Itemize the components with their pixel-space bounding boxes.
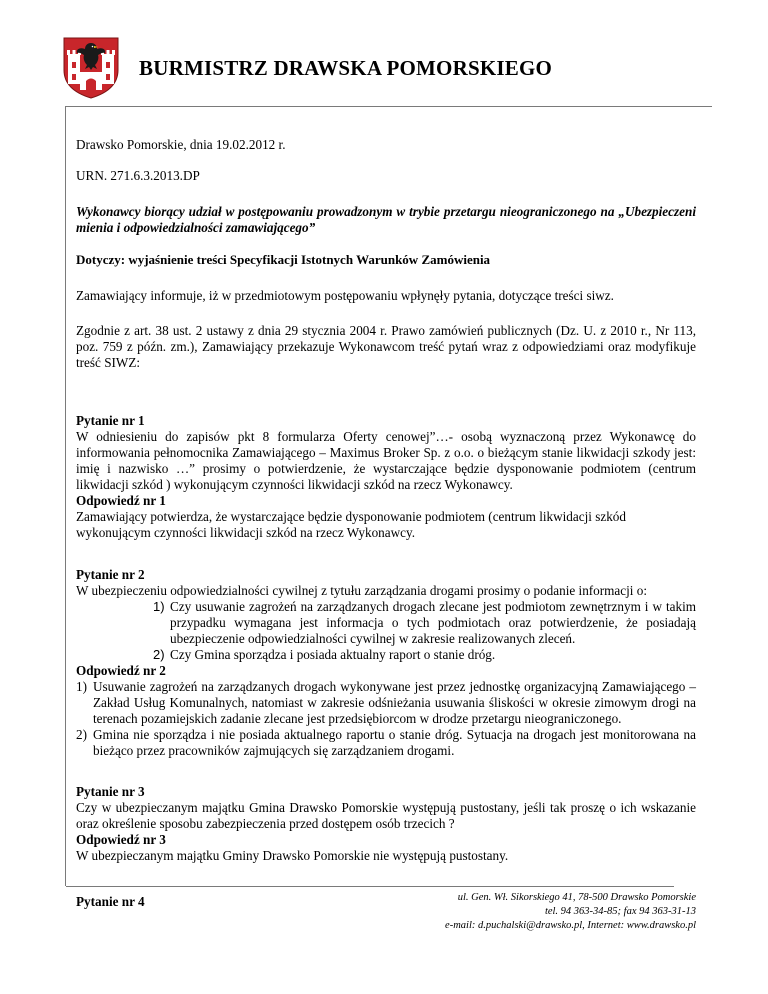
list-item-number: 2) [153, 647, 165, 662]
question-label: Pytanie nr 2 [76, 567, 145, 582]
list-item [153, 599, 696, 647]
coat-of-arms-icon [58, 34, 124, 100]
footer-street: ul. Gen. Wł. Sikorskiego 41, 78-500 Drawsko Pomorskie [457, 892, 696, 903]
question-sublist [76, 599, 696, 663]
list-item-number: 2) [76, 727, 87, 742]
question-text: Czy w ubezpieczanym majątku Gmina Drawsko Pomorskie występują pustostany, jeśli tak proszę o ich wskazanie oraz określenie sposobu zabezpieczenia przed dostępem osób trzecich ? [76, 800, 696, 831]
list-item [153, 647, 696, 663]
intro-paragraph-1: Zamawiający informuje, iż w przedmiotowym postępowaniu wpłynęły pytania, dotyczące treści siwz. [76, 288, 614, 303]
list-item-number: 1) [153, 599, 165, 614]
question-label: Pytanie nr 3 [76, 784, 145, 799]
header-divider [66, 106, 712, 107]
list-item-text: Usuwanie zagrożeń na zarządzanych drogach wykonywane jest przez jednostkę organizacyjną Zamawiającego – Zakład Usług Komunalnych, natomiast w zakresie odśnieżania usuwania śliskości w okresie zimowym drogi na terenach pozamiejskich zadanie zlecane jest przedsiębiorcom w drodze przetargu nieograniczonego. [93, 679, 696, 726]
question-label: Pytanie nr 4 [76, 894, 145, 909]
letter-body [76, 137, 696, 910]
answer-label: Odpowiedź nr 1 [76, 493, 166, 508]
footer-address [296, 891, 696, 933]
left-margin-rule [65, 106, 66, 886]
answer-label: Odpowiedź nr 2 [76, 663, 166, 678]
subject-line: Dotyczy: wyjaśnienie treści Specyfikacji Istotnych Warunków Zamówienia [76, 252, 491, 267]
place-date: Drawsko Pomorskie, dnia 19.02.2012 r. [76, 137, 286, 152]
footer-phone: tel. 94 363-34-85; fax 94 363-31-13 [544, 906, 696, 917]
question-label: Pytanie nr 1 [76, 413, 145, 428]
page-title: BURMISTRZ DRAWSKA POMORSKIEGO [139, 56, 553, 80]
footer-contact: e-mail: d.puchalski@drawsko.pl, Internet: www.drawsko.pl [445, 920, 696, 931]
reference-number: URN. 271.6.3.2013.DP [76, 168, 200, 183]
list-item-text: Gmina nie sporządza i nie posiada aktualnego raportu o stanie dróg. Sytuacja na drogach jest monitorowana na bieżąco przez pracowników zajmujących się zarządzaniem drogami. [93, 727, 696, 758]
question-text: W odniesieniu do zapisów pkt 8 formularza Oferty cenowej”…- osobą wyznaczoną przez Wykonawcę do informowania pełnomocnika Zamawiającego – Maximus Broker Sp. z o.o. o bieżącym stanie likwidacji szkody jest: imię i nazwisko …” prosimy o potwierdzenie, że wystarczające będzie dysponowanie podmiotem (centrum likwidacji szkód ) wykonującym czynności likwidacji szkód na rzecz Wykonawcy. [76, 429, 696, 492]
answer-text: Zamawiający potwierdza, że wystarczające będzie dysponowanie podmiotem (centrum likwidacji szkód wykonującym czynności likwidacji szkód na rzecz Wykonawcy. [76, 509, 626, 540]
answer-text: W ubezpieczanym majątku Gminy Drawsko Pomorskie nie występują pustostany. [76, 848, 509, 863]
list-item [76, 727, 696, 759]
list-item-number: 1) [76, 679, 87, 694]
list-item-text: Czy Gmina sporządza i posiada aktualny raport o stanie dróg. [170, 647, 496, 662]
answer-label: Odpowiedź nr 3 [76, 832, 166, 847]
intro-paragraph-2: Zgodnie z art. 38 ust. 2 ustawy z dnia 29 stycznia 2004 r. Prawo zamówień publicznych (Dz. U. z 2010 r., Nr 113, poz. 759 z późn. zm.), Zamawiający przekazuje Wykonawcom treść pytań wraz z odpowiedziami oraz modyfikuje treść SIWZ: [76, 323, 696, 370]
answer-list [76, 679, 696, 759]
list-item [76, 679, 696, 727]
list-item-text: Czy usuwanie zagrożeń na zarządzanych drogach zlecane jest podmiotom zewnętrznym i w takim przypadku wymagana jest informacja o tych podmiotach oraz potwierdzenie, że posiadają ubezpieczenie odpowiedzialności cywilnej w zakresie realizowanych zleceń. [170, 599, 696, 646]
addressee: Wykonawcy biorący udział w postępowaniu prowadzonym w trybie przetargu nieograniczonego na „Ubezpieczeni mienia i odpowiedzialności zamawiającego” [76, 204, 696, 235]
question-text: W ubezpieczeniu odpowiedzialności cywilnej z tytułu zarządzania drogami prosimy o podanie informacji o: [76, 583, 648, 598]
